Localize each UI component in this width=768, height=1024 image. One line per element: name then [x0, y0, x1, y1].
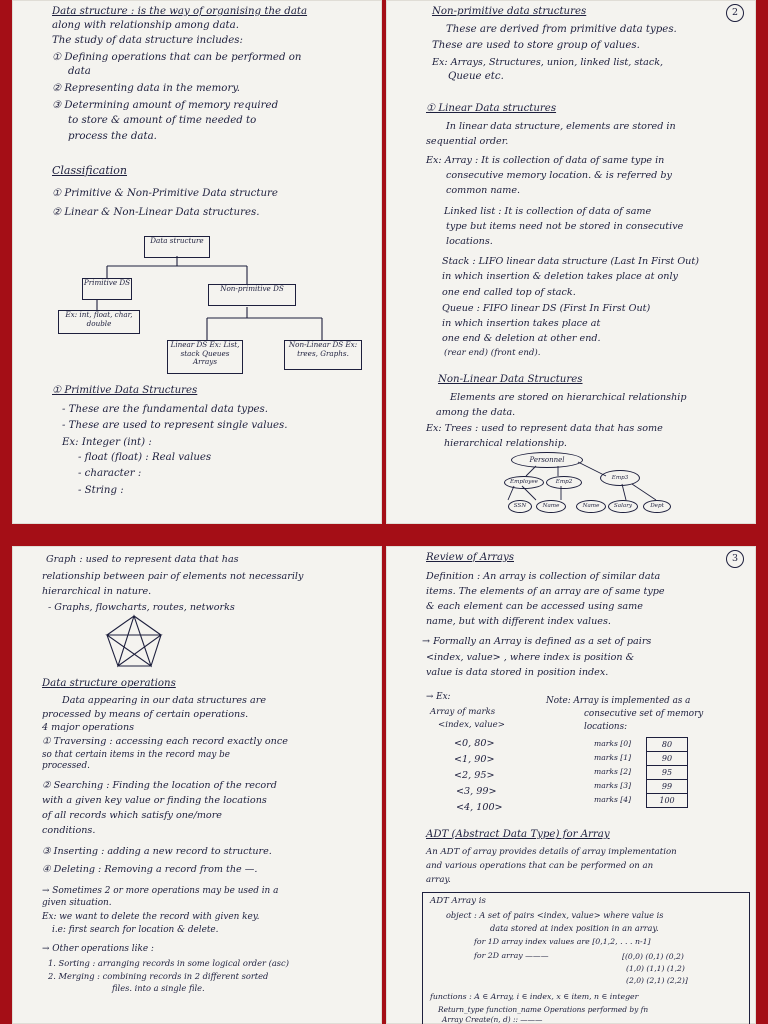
- adt-box-line: for 1D array index values are [0,1,2, . . . n-1]: [474, 937, 651, 946]
- classification-item: ① Primitive & Non-Primitive Data structure: [52, 188, 278, 199]
- tree-nonprimitive-box: Non-primitive DS: [208, 284, 296, 306]
- array-definition-line: <index, value> , where index is position &: [426, 652, 635, 663]
- linear-line: in which insertion takes place at: [442, 318, 601, 329]
- index-value-pair: <1, 90>: [454, 754, 495, 765]
- intro-line: ① Defining operations that can be performed on: [52, 52, 302, 63]
- linear-line: (rear end) (front end).: [444, 348, 541, 358]
- intro-line: data: [68, 66, 91, 77]
- array-of-marks-label: Array of marks: [430, 707, 496, 717]
- tree-node: Name: [536, 500, 566, 513]
- adt-line: and various operations that can be performed on an: [426, 861, 654, 871]
- index-value-pair: <2, 95>: [454, 770, 495, 781]
- tree-node: SSN: [508, 500, 532, 513]
- operations-heading: Data structure operations: [42, 678, 176, 689]
- linear-line: in which insertion & deletion takes place at only: [442, 271, 678, 282]
- linear-line: Stack : LIFO linear data structure (Last In First Out): [442, 256, 699, 267]
- operations-line: so that certain items in the record may be: [42, 750, 230, 760]
- array-definition-line: Definition : An array is collection of similar data: [426, 571, 661, 582]
- linear-line: Ex: Array : It is collection of data of same type in: [426, 155, 665, 166]
- operations-line: 2. Merging : combining records in 2 different sorted: [48, 971, 269, 981]
- classification-item: ② Linear & Non-Linear Data structures.: [52, 207, 260, 218]
- adt-box-line: (2,0) (2,1) (2,2)]: [626, 976, 688, 985]
- memory-cells: [646, 737, 688, 808]
- array-definition-line: items. The elements of an array are of same type: [426, 586, 665, 597]
- index-value-pair: <3, 99>: [456, 786, 497, 797]
- linear-line: locations.: [446, 236, 493, 247]
- nonlinear-line: Ex: Trees : used to represent data that has some: [426, 423, 663, 434]
- page-number: 3: [726, 550, 744, 568]
- tree-node: Name: [576, 500, 606, 513]
- memory-cell: 100: [659, 796, 675, 805]
- arrays-heading: Review of Arrays: [426, 552, 514, 563]
- nonprimitive-heading: Non-primitive data structures: [432, 6, 587, 17]
- array-definition-line: → Formally an Array is defined as a set of pairs: [422, 636, 652, 647]
- operations-line: ④ Deleting : Removing a record from the —.: [42, 864, 258, 875]
- primitive-line: Ex: Integer (int) :: [62, 437, 152, 448]
- memory-label: marks [1]: [594, 753, 632, 762]
- nonprimitive-line: These are used to store group of values.: [432, 40, 640, 51]
- primitive-heading: ① Primitive Data Structures: [52, 385, 198, 396]
- intro-line: along with relationship among data.: [52, 20, 239, 31]
- operations-line: 1. Sorting : arranging records in some logical order (asc): [48, 958, 289, 968]
- tree-node-personnel: Personnel: [511, 452, 583, 468]
- operations-line: → Other operations like :: [42, 944, 154, 954]
- memory-cell: 99: [647, 780, 687, 794]
- linear-line: Linked list : It is collection of data of same: [444, 206, 652, 217]
- nonlinear-line: Elements are stored on hierarchical relationship: [450, 392, 687, 403]
- adt-box-line: data stored at index position in an array.: [490, 923, 659, 933]
- adt-line: array.: [426, 875, 451, 885]
- intro-line: to store & amount of time needed to: [68, 115, 257, 126]
- memory-label: marks [4]: [594, 795, 632, 804]
- operations-line: with a given key value or finding the locations: [42, 795, 267, 806]
- primitive-line: - These are used to represent single values.: [62, 420, 288, 431]
- operations-line: ③ Inserting : adding a new record to structure.: [42, 846, 272, 857]
- note-line: locations:: [584, 722, 628, 732]
- graph-line: - Graphs, flowcharts, routes, networks: [48, 602, 235, 613]
- nonprimitive-line: Ex: Arrays, Structures, union, linked list, stack,: [432, 57, 664, 68]
- note-line: Note: Array is implemented as a: [546, 696, 691, 706]
- index-value-pair: <4, 100>: [456, 802, 503, 813]
- notebook-page-2: [386, 0, 756, 524]
- operations-line: files. into a single file.: [112, 983, 205, 993]
- adt-box-line: functions : A ∈ Array, i ∈ index, x ∈ item, n ∈ integer: [430, 992, 639, 1001]
- tree-node: Dept: [643, 500, 671, 513]
- adt-box-line: Return_type function_name Operations performed by fn: [438, 1005, 649, 1014]
- operations-line: → Sometimes 2 or more operations may be used in a: [42, 886, 279, 896]
- note-line: consecutive set of memory: [584, 709, 704, 719]
- intro-line: ② Representing data in the memory.: [52, 83, 240, 94]
- array-definition-line: & each element can be accessed using same: [426, 601, 643, 612]
- adt-line: An ADT of array provides details of array implementation: [426, 847, 677, 857]
- operations-line: conditions.: [42, 825, 96, 836]
- tree-node: Emp2: [546, 476, 582, 489]
- memory-label: marks [2]: [594, 767, 632, 776]
- graph-line: Graph : used to represent data that has: [46, 554, 239, 565]
- index-value-pair: <0, 80>: [454, 738, 495, 749]
- adt-box-line: [(0,0) (0,1) (0,2): [622, 952, 684, 961]
- memory-cell: 80: [647, 738, 687, 752]
- tree-primitive-example: Ex: int, float, char, double: [58, 310, 140, 334]
- notebook-page-1: [12, 0, 382, 524]
- tree-primitive-box: Primitive DS: [82, 278, 132, 300]
- operations-line: ① Traversing : accessing each record exactly once: [42, 736, 288, 747]
- operations-line: 4 major operations: [42, 722, 135, 733]
- graph-line: hierarchical in nature.: [42, 586, 152, 597]
- nonlinear-line: hierarchical relationship.: [444, 438, 567, 449]
- intro-line: Data structure : is the way of organising the data: [52, 6, 308, 17]
- linear-line: common name.: [446, 185, 521, 196]
- adt-box-line: Array Create(n, d) :: ———: [442, 1015, 543, 1024]
- intro-line: ③ Determining amount of memory required: [52, 100, 279, 111]
- memory-label: marks [0]: [594, 739, 632, 748]
- array-definition-line: value is data stored in position index.: [426, 667, 609, 678]
- tree-node: Employee: [504, 476, 544, 489]
- intro-line: The study of data structure includes:: [52, 35, 243, 46]
- personnel-tree-lines: [386, 0, 756, 524]
- graph-line: relationship between pair of elements not necessarily: [42, 571, 304, 582]
- linear-line: In linear data structure, elements are stored in: [446, 121, 676, 132]
- linear-line: one end called top of stack.: [442, 287, 576, 298]
- notebook-page-3: [12, 546, 382, 1024]
- linear-line: consecutive memory location. & is referred by: [446, 170, 672, 181]
- tree-linear-box: Linear DS Ex: List, stack Queues Arrays: [167, 340, 243, 374]
- index-value-label: <index, value>: [438, 720, 505, 730]
- operations-line: processed.: [42, 761, 90, 771]
- primitive-line: - These are the fundamental data types.: [62, 404, 268, 415]
- tree-node: Salary: [608, 500, 638, 513]
- memory-label: marks [3]: [594, 781, 632, 790]
- linear-line: one end & deletion at other end.: [442, 333, 601, 344]
- adt-heading: ADT (Abstract Data Type) for Array: [426, 829, 610, 840]
- classification-heading: Classification: [52, 164, 128, 177]
- operations-line: Ex: we want to delete the record with given key.: [42, 912, 260, 922]
- nonprimitive-line: These are derived from primitive data types.: [446, 24, 677, 35]
- adt-box-line: (1,0) (1,1) (1,2): [626, 964, 685, 973]
- nonlinear-line: among the data.: [436, 407, 516, 418]
- operations-line: processed by means of certain operations.: [42, 709, 249, 720]
- memory-cell: 95: [647, 766, 687, 780]
- adt-box-line: ADT Array is: [430, 896, 486, 906]
- primitive-line: - float (float) : Real values: [78, 452, 212, 463]
- primitive-line: - character :: [78, 468, 142, 479]
- adt-box-line: for 2D array ———: [474, 951, 549, 960]
- adt-box-line: object : A set of pairs <index, value> where value is: [446, 910, 664, 920]
- linear-line: sequential order.: [426, 136, 509, 147]
- linear-heading: ① Linear Data structures: [426, 103, 557, 114]
- linear-line: Queue : FIFO linear DS (First In First Out): [442, 303, 651, 314]
- primitive-line: - String :: [78, 485, 124, 496]
- nonprimitive-line: Queue etc.: [448, 71, 504, 82]
- intro-line: process the data.: [68, 131, 157, 142]
- operations-line: of all records which satisfy one/more: [42, 810, 222, 821]
- nonlinear-heading: Non-Linear Data Structures: [438, 374, 583, 385]
- notebook-page-4: [386, 546, 756, 1024]
- memory-cell: 90: [647, 752, 687, 766]
- array-definition-line: name, but with different index values.: [426, 616, 611, 627]
- operations-line: given situation.: [42, 898, 112, 908]
- operations-line: ② Searching : Finding the location of the record: [42, 780, 277, 791]
- tree-node: Emp3: [600, 470, 640, 486]
- operations-line: i.e: first search for location & delete.: [52, 925, 219, 935]
- operations-line: Data appearing in our data structures are: [62, 695, 267, 706]
- tree-nonlinear-box: Non-Linear DS Ex: trees, Graphs.: [284, 340, 362, 370]
- example-label: → Ex:: [426, 692, 451, 702]
- linear-line: type but items need not be stored in consecutive: [446, 221, 684, 232]
- tree-root-box: Data structure: [144, 236, 210, 258]
- page-number: 2: [726, 4, 744, 22]
